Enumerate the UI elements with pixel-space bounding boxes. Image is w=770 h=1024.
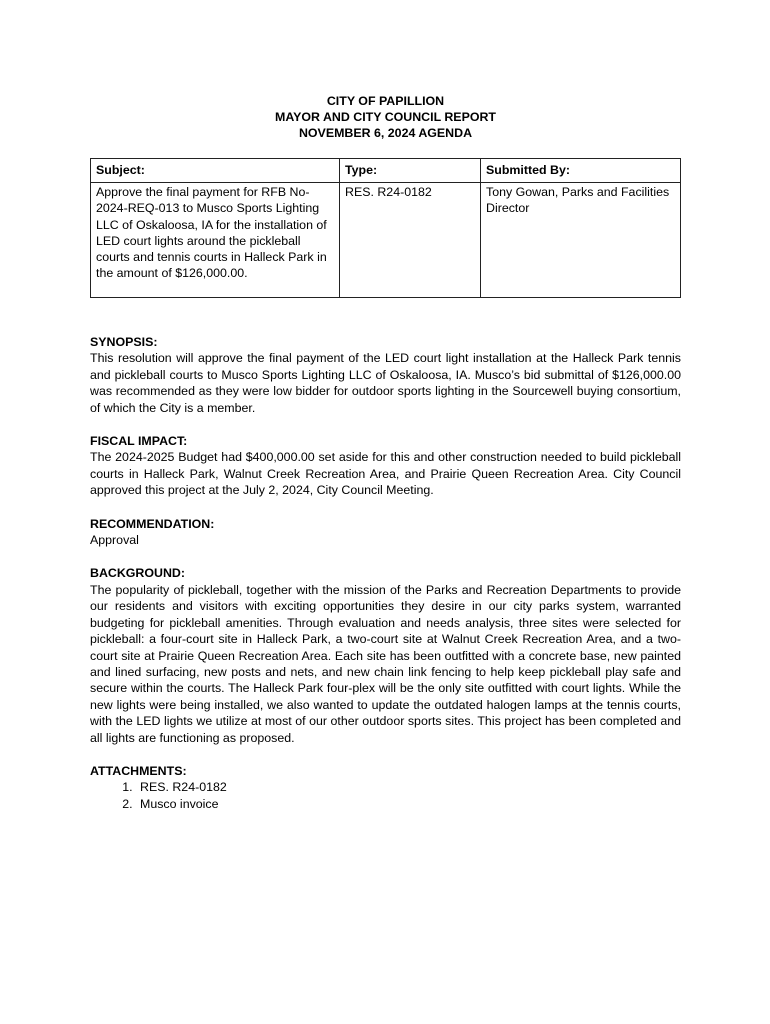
recommendation-heading: RECOMMENDATION: xyxy=(90,516,215,531)
background-heading: BACKGROUND: xyxy=(90,566,185,581)
type-label: Type: xyxy=(340,159,481,183)
attachments-section xyxy=(90,763,681,812)
synopsis-section xyxy=(90,334,681,416)
report-header xyxy=(90,93,681,141)
background-section xyxy=(90,565,681,745)
recommendation-section xyxy=(90,516,681,549)
attachment-item: 1. RES. R24-0182 xyxy=(136,779,681,795)
subject-label: Subject: xyxy=(91,159,340,183)
submitted-by-label: Submitted By: xyxy=(481,159,681,183)
fiscal-impact-text: The 2024-2025 Budget had $400,000.00 set aside for this and other construction needed to build pickleball courts in Halleck Park, Walnut Creek Recreation Area, and Prairie Queen Recreation Area. City Council approved this project at the July 2, 2024, City Council Meeting. xyxy=(90,450,681,498)
synopsis-heading: SYNOPSIS: xyxy=(90,335,158,349)
fiscal-impact-heading: FISCAL IMPACT: xyxy=(90,434,188,449)
synopsis-text: This resolution will approve the final payment of the LED court light installation at the Halleck Park tennis and pickleball courts to Musco Sports Lighting LLC of Oskaloosa, IA. Musco’s bid submittal of $126,000.00 was recommended as they were low bidder for outdoor sports lighting in the Sourcewell buying consortium, of which the City is a member. xyxy=(90,351,681,415)
fiscal-impact-section xyxy=(90,433,681,499)
type-value: RES. R24-0182 xyxy=(340,183,481,298)
report-page xyxy=(90,93,681,812)
subject-value: Approve the final payment for RFB No-2024-REQ-013 to Musco Sports Lighting LLC of Oskaloosa, IA for the installation of LED court lights around the pickleball courts and tennis courts in Halleck Park in the amount of $126,000.00. xyxy=(91,183,340,298)
background-text: The popularity of pickleball, together with the mission of the Parks and Recreation Departments to provide our residents and visitors with exciting opportunities they desire in our city parks system, warranted budgeting for pickleball amenities. Through evaluation and needs analysis, three sites were selected for pickleball: a four-court site in Halleck Park, a two-court site at Walnut Creek Recreation Area, and a two-court site at Prairie Queen Recreation Area. Each site has been outfitted with a concrete base, new painted and lined surfacing, new posts and nets, and new chain link fencing to help keep pickleball play safe and secure within the courts. The Halleck Park four-plex will be the only site outfitted with court lights. While the new lights were being installed, we also wanted to update the outdated halogen lamps at the tennis courts, with the LED lights we utilize at most of our other outdoor sports sites. This project has been completed and all lights are functioning as proposed. xyxy=(90,582,681,745)
attachment-item: 2. Musco invoice xyxy=(136,796,681,812)
recommendation-text: Approval xyxy=(90,533,139,548)
city-name: CITY OF PAPILLION xyxy=(326,94,445,108)
report-title: MAYOR AND CITY COUNCIL REPORT xyxy=(275,110,496,124)
agenda-date: NOVEMBER 6, 2024 AGENDA xyxy=(298,126,473,140)
attachments-list xyxy=(90,779,681,812)
attachments-heading: ATTACHMENTS: xyxy=(90,763,187,778)
report-info-table xyxy=(90,158,681,298)
submitted-by-value: Tony Gowan, Parks and Facilities Director xyxy=(481,183,681,298)
